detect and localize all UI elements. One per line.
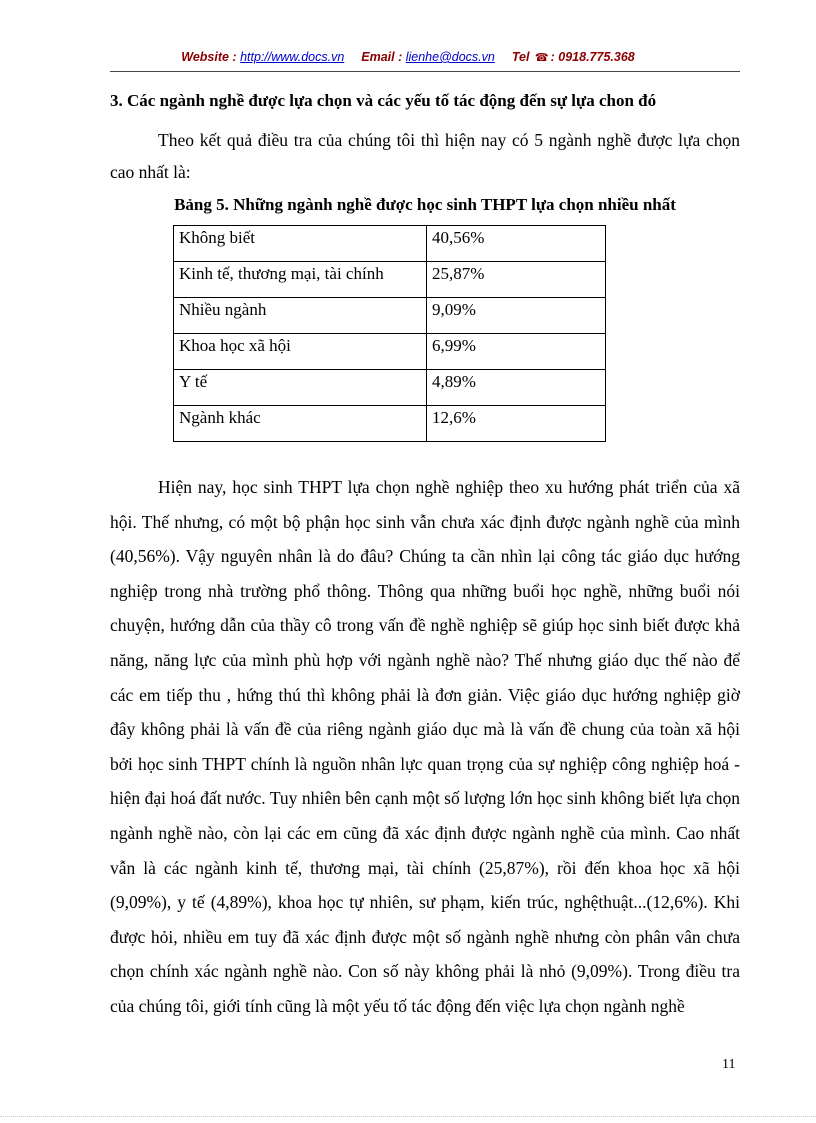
table-caption: Bảng 5. Những ngành nghề được học sinh THPT lựa chọn nhiều nhất [174, 195, 676, 214]
phone-icon: ☎ [534, 52, 549, 64]
table-cell-value: 4,89% [427, 370, 606, 406]
table-row [174, 370, 606, 406]
table-row [174, 406, 606, 442]
page-header: Website : http://www.docs.vn Email : lienhe@docs.vn Tel ☎ : 0918.775.368 [181, 50, 635, 64]
table-cell-value: 6,99% [427, 334, 606, 370]
tel-value: 0918.775.368 [558, 50, 635, 64]
email-link[interactable]: lienhe@docs.vn [405, 50, 495, 64]
section-heading: 3. Các ngành nghề được lựa chọn và các yếu tố tác động đến sự lựa chon đó [110, 91, 657, 110]
table-cell-value: 12,6% [427, 406, 606, 442]
table-cell-name: Kinh tế, thương mại, tài chính [174, 262, 427, 298]
table-cell-name: Ngành khác [174, 406, 427, 442]
table-cell-value: 25,87% [427, 262, 606, 298]
careers-table [173, 225, 606, 442]
table-cell-name: Y tế [174, 370, 427, 406]
table-row [174, 262, 606, 298]
table-row [174, 298, 606, 334]
header-divider [110, 71, 740, 72]
table-cell-value: 9,09% [427, 298, 606, 334]
table-cell-name: Khoa học xã hội [174, 334, 427, 370]
intro-paragraph: Theo kết quả điều tra của chúng tôi thì hiện nay có 5 ngành nghề được lựa chọn cao nhất là: [110, 130, 740, 182]
page-number: 11 [722, 1057, 736, 1072]
table-cell-name: Không biết [174, 226, 427, 262]
website-label: Website [181, 50, 229, 64]
table-row [174, 334, 606, 370]
website-link[interactable]: http://www.docs.vn [240, 50, 345, 64]
tel-label: Tel [511, 50, 530, 64]
table-cell-value: 40,56% [427, 226, 606, 262]
table-cell-name: Nhiều ngành [174, 298, 427, 334]
table-row [174, 226, 606, 262]
body-paragraph: Hiện nay, học sinh THPT lựa chọn nghề nghiệp theo xu hướng phát triển của xã hội. Thế nhưng, có một bộ phận học sinh vẫn chưa xác định được ngành nghề của mình (40,56%). Vậy nguyên nhân là do đâu? Chúng ta cần nhìn lại công tác giáo dục hướng nghiệp trong nhà trường phổ thông. Thông qua những buổi học nghề, những buổi nói chuyện, hướng dẫn của thầy cô trong vấn đề nghề nghiệp sẽ giúp học sinh biết được khả năng, năng lực của mình phù hợp với ngành nghề nào? Thế nhưng giáo dục thế nào để các em tiếp thu , hứng thú thì không phải là đơn giản. Việc giáo dục hướng nghiệp giờ đây không phải là vấn đề của riêng ngành giáo dục mà là vấn đề chung của toàn xã hội bởi học sinh THPT chính là nguồn nhân lực quan trọng của sự nghiệp công nghiệp hoá - hiện đại hoá đất nước. Tuy nhiên bên cạnh một số lượng lớn học sinh không biết lựa chọn ngành nghề nào, còn lại các em cũng đã xác định được ngành nghề của mình. Cao nhất vẫn là các ngành kinh tế, thương mại, tài chính (25,87%), rồi đến khoa học xã hội (9,09%), y tế (4,89%), khoa học tự nhiên, sư phạm, kiến trúc, nghệthuật...(12,6%). Khi được hỏi, nhiều em tuy đã xác định được một số ngành nghề nhưng còn phân vân chưa chọn chính xác ngành nghề nào. Con số này không phải là nhỏ (9,09%). Trong điều tra của chúng tôi, giới tính cũng là một yếu tố tác động đến việc lựa chọn ngành nghề [110, 477, 740, 1016]
email-label: Email [361, 50, 395, 64]
page-bottom-border [0, 1116, 816, 1117]
